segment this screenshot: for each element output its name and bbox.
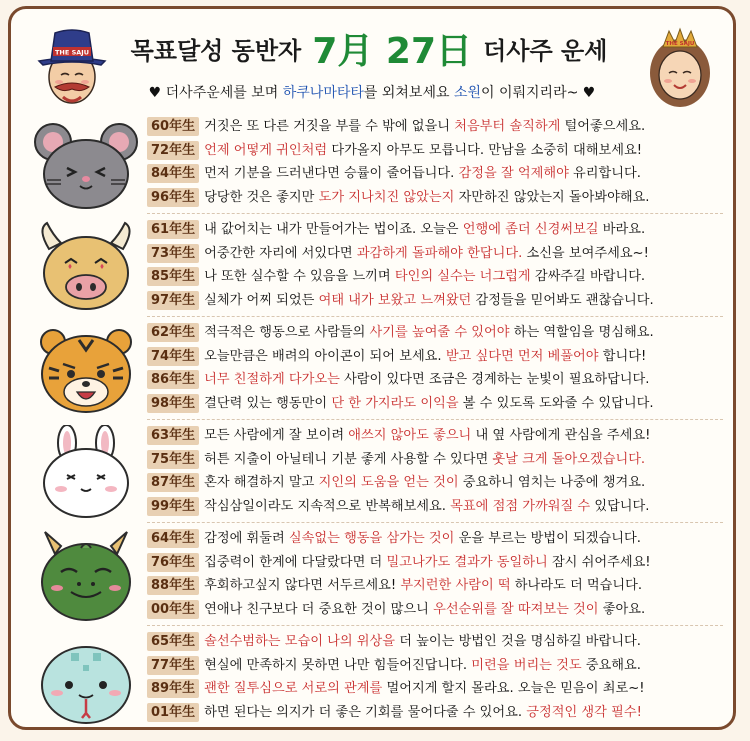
- fortune-line: 75年生 허튼 지출이 아닐테니 기분 좋게 사용할 수 있다면 훗날 크게 돌아오겠습니다.: [147, 448, 733, 472]
- zodiac-group-snake: [11, 626, 733, 729]
- year-badge: 99年生: [147, 497, 199, 516]
- header: [11, 9, 733, 119]
- fortune-line: 85年生 나 또한 실수할 수 있음을 느끼며 타인의 실수는 너그럽게 감싸주길 바랍니다.: [147, 265, 733, 289]
- title-date: 7月 27日: [312, 31, 473, 72]
- year-badge: 61年生: [147, 220, 199, 239]
- hat-brand-text: THE SAJU: [55, 48, 89, 57]
- fortune-line: 76年生 집중력이 한계에 다달랐다면 더 밀고나가도 결과가 동일하니 잠시 쉬어주세요!: [147, 551, 733, 575]
- fortune-line: 77年生 현실에 만족하지 못하면 나만 힘들어진답니다. 미련을 버리는 것도 중요해요.: [147, 654, 733, 678]
- fortune-line: 00年生 연애나 친구보다 더 중요한 것이 많으니 우선순위를 잘 따져보는 것이 좋아요.: [147, 598, 733, 622]
- fortune-line: 89年生 괜한 질투심으로 서로의 관계를 멀어지게 할지 몰라요. 오늘은 믿음이 최로~!: [147, 677, 733, 701]
- zodiac-list: [11, 111, 733, 729]
- year-badge: 76年生: [147, 553, 199, 572]
- year-badge: 00年生: [147, 600, 199, 619]
- fortune-lines: [147, 527, 733, 621]
- fortune-line: 86年生 너무 친절하게 다가오는 사람이 있다면 조금은 경계하는 눈빛이 필요하답니다.: [147, 368, 733, 392]
- zodiac-group-tiger: [11, 317, 733, 420]
- fortune-line: 99年生 작심삼일이라도 지속적으로 반복해보세요. 목표에 점점 가까워질 수 있답니다.: [147, 495, 733, 519]
- fortune-line: 72年生 언제 어떻게 귀인처럼 다가올지 아무도 모릅니다. 만남을 소중히 대해보세요!: [147, 139, 733, 163]
- fortune-line: 73年生 어중간한 자리에 서있다면 과감하게 돌파해야 한답니다. 소신을 보여주세요~!: [147, 242, 733, 266]
- year-badge: 86年生: [147, 370, 199, 389]
- year-badge: 75年生: [147, 450, 199, 469]
- fortune-line: 84年生 먼저 기분을 드러낸다면 승률이 줄어듭니다. 감정을 잘 억제해야 유리합니다.: [147, 162, 733, 186]
- year-badge: 96年生: [147, 188, 199, 207]
- fortune-line: 97年生 실체가 어찌 되었든 여태 내가 보왔고 느껴왔던 감정들을 믿어봐도 괜찮습니다.: [147, 289, 733, 313]
- year-badge: 62年生: [147, 323, 199, 342]
- tiger-icon: [31, 322, 141, 417]
- year-badge: 01年生: [147, 703, 199, 722]
- fortune-lines: [147, 115, 733, 209]
- ox-icon: [31, 219, 141, 314]
- fortune-lines: [147, 321, 733, 415]
- snake-icon: [31, 631, 141, 726]
- fortune-line: 96年生 당당한 것은 좋지만 도가 지나치진 않았는지 자만하진 않았는지 돌아봐야해요.: [147, 186, 733, 210]
- title-left: 목표달성 동반자: [130, 37, 302, 65]
- zodiac-group-rabbit: [11, 420, 733, 523]
- year-badge: 77年生: [147, 656, 199, 675]
- year-badge: 73年生: [147, 244, 199, 263]
- fortune-lines: [147, 424, 733, 518]
- year-badge: 72年生: [147, 141, 199, 160]
- fortune-line: 65年生 솔선수범하는 모습이 나의 위상을 더 높이는 방법인 것을 명심하길 바랍니다.: [147, 630, 733, 654]
- title-right: 더사주 운세: [483, 37, 608, 65]
- year-badge: 89年生: [147, 679, 199, 698]
- fortune-line: 62年生 적극적은 행동으로 사람들의 사기를 높여줄 수 있어야 하는 역할임을 명심해요.: [147, 321, 733, 345]
- year-badge: 63年生: [147, 426, 199, 445]
- year-badge: 98年生: [147, 394, 199, 413]
- rabbit-icon: [31, 425, 141, 520]
- fortune-line: 63年生 모든 사람에게 잘 보이려 애쓰지 않아도 좋으니 내 옆 사람에게 관심을 주세요!: [147, 424, 733, 448]
- zodiac-group-dragon: [11, 523, 733, 626]
- zodiac-group-rat: [11, 111, 733, 214]
- fortune-line: 01年生 하면 된다는 의지가 더 좋은 기회를 물어다줄 수 있어요. 긍정적인 생각 필수!: [147, 701, 733, 725]
- page-title: [129, 23, 609, 74]
- subtitle: ♥ 더사주운세를 보며 하쿠나마타타를 외쳐보세요 소원이 이뤄지리라~ ♥: [148, 85, 596, 101]
- year-badge: 60年生: [147, 117, 199, 136]
- rat-icon: [31, 116, 141, 211]
- year-badge: 85年生: [147, 267, 199, 286]
- fortune-line: 88年生 후회하고싶지 않다면 서두르세요! 부지런한 사람이 떡 하나라도 더 먹습니다.: [147, 574, 733, 598]
- fortune-line: 87年生 혼자 해결하지 말고 지인의 도움을 얻는 것이 중요하니 염치는 나중에 챙겨요.: [147, 471, 733, 495]
- fortune-lines: [147, 630, 733, 724]
- fortune-card: [8, 6, 736, 730]
- fortune-line: 98年生 결단력 있는 행동만이 단 한 가지라도 이익을 볼 수 있도록 도와줄 수 있답니다.: [147, 392, 733, 416]
- fortune-line: 60年生 거짓은 또 다른 거짓을 부를 수 밖에 없을니 처음부터 솔직하게 털어좋으세요.: [147, 115, 733, 139]
- crown-brand-text: THE SAJU: [665, 41, 695, 47]
- year-badge: 88年生: [147, 576, 199, 595]
- year-badge: 74年生: [147, 347, 199, 366]
- fortune-line: 64年生 감정에 휘둘려 실속없는 행동을 삼가는 것이 운을 부르는 방법이 되겠습니다.: [147, 527, 733, 551]
- year-badge: 84年生: [147, 164, 199, 183]
- year-badge: 87年生: [147, 473, 199, 492]
- year-badge: 97年生: [147, 291, 199, 310]
- fortune-line: 61年生 내 값어치는 내가 만들어가는 법이죠. 오늘은 언행에 좀더 신경써보길 바라요.: [147, 218, 733, 242]
- year-badge: 65年生: [147, 632, 199, 651]
- fortune-lines: [147, 218, 733, 312]
- dragon-icon: [31, 528, 141, 623]
- year-badge: 64年生: [147, 529, 199, 548]
- fortune-line: 74年生 오늘만큼은 배려의 아이콘이 되어 보세요. 받고 싶다면 먼저 베풀어야 합니다!: [147, 345, 733, 369]
- zodiac-group-ox: [11, 214, 733, 317]
